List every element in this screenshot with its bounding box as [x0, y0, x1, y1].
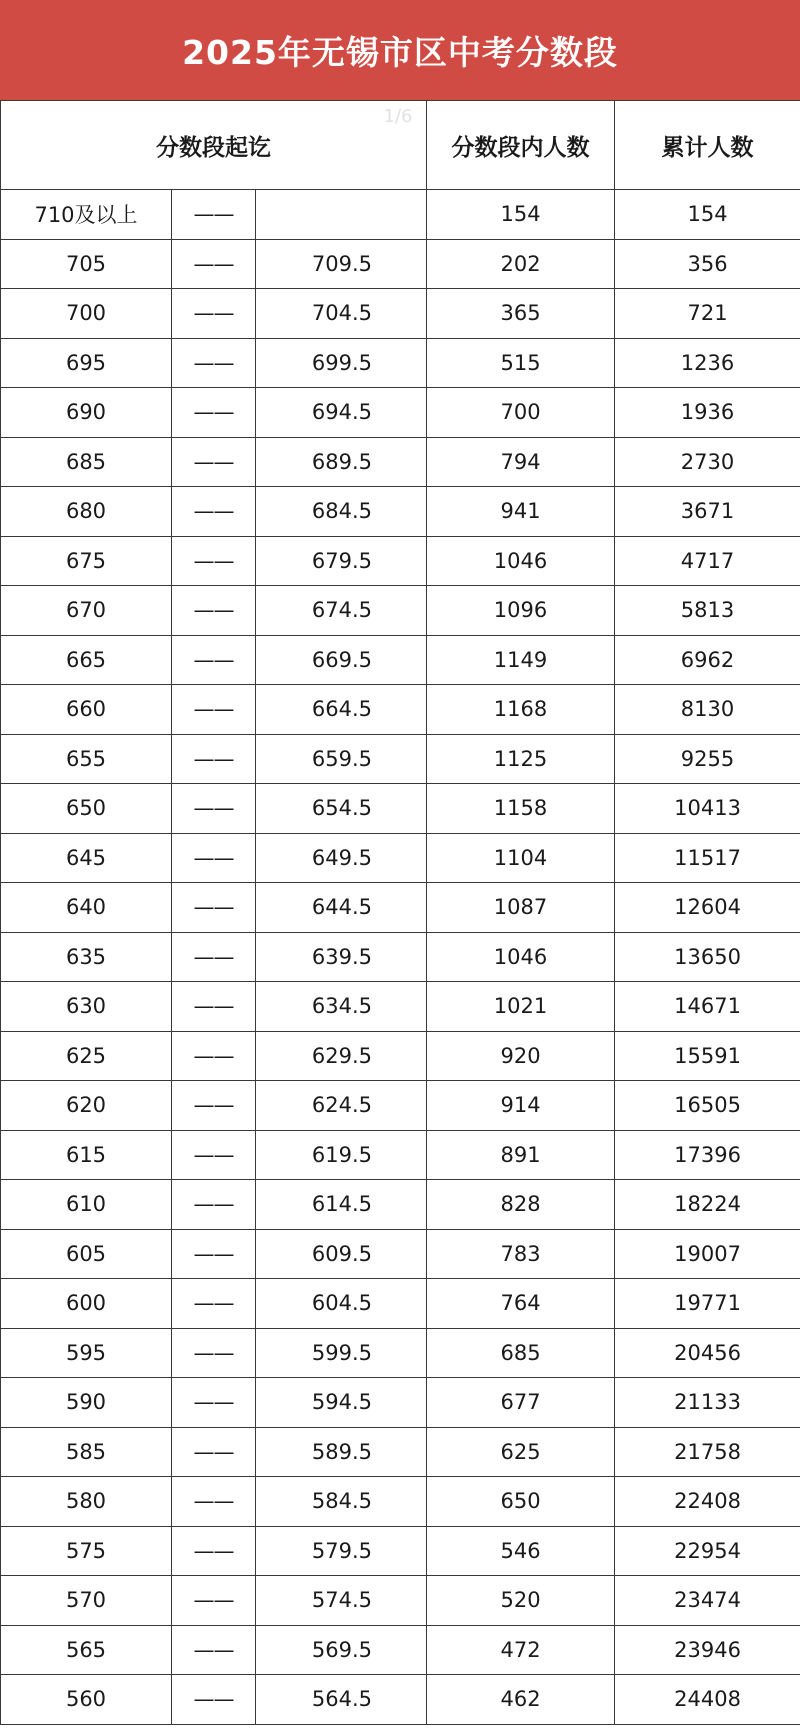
cell-count-in-range: 828: [427, 1180, 615, 1230]
cell-range-separator: ——: [172, 982, 256, 1032]
cell-range-separator: ——: [172, 437, 256, 487]
cell-cumulative: 1936: [615, 388, 800, 438]
cell-cumulative: 21758: [615, 1427, 800, 1477]
cell-range-separator: ——: [172, 1576, 256, 1626]
cell-range-end: 574.5: [256, 1576, 427, 1626]
cell-count-in-range: 1087: [427, 883, 615, 933]
page-title: 2025年无锡市区中考分数段: [182, 32, 618, 72]
cell-count-in-range: 154: [427, 190, 615, 240]
table-row: [1, 1130, 800, 1180]
table-row: [1, 487, 800, 537]
table-row: [1, 289, 800, 339]
cell-range-start: 645: [1, 833, 172, 883]
cell-range-start: 625: [1, 1031, 172, 1081]
cell-cumulative: 15591: [615, 1031, 800, 1081]
cell-count-in-range: 515: [427, 338, 615, 388]
cell-range-separator: ——: [172, 1526, 256, 1576]
table-row: [1, 239, 800, 289]
cell-range-start: 685: [1, 437, 172, 487]
cell-range-separator: ——: [172, 289, 256, 339]
cell-range-start: 560: [1, 1675, 172, 1725]
cell-cumulative: 22408: [615, 1477, 800, 1527]
cell-range-start: 675: [1, 536, 172, 586]
cell-count-in-range: 365: [427, 289, 615, 339]
cell-count-in-range: 914: [427, 1081, 615, 1131]
cell-range-separator: ——: [172, 190, 256, 240]
cell-range-end: 689.5: [256, 437, 427, 487]
cell-count-in-range: 546: [427, 1526, 615, 1576]
table-row: [1, 734, 800, 784]
cell-range-start: 585: [1, 1427, 172, 1477]
cell-range-separator: ——: [172, 1328, 256, 1378]
cell-count-in-range: 1125: [427, 734, 615, 784]
table-row: [1, 388, 800, 438]
cell-range-start: 615: [1, 1130, 172, 1180]
cell-cumulative: 6962: [615, 635, 800, 685]
cell-cumulative: 1236: [615, 338, 800, 388]
cell-range-separator: ——: [172, 1081, 256, 1131]
cell-range-end: [256, 190, 427, 240]
cell-range-end: 634.5: [256, 982, 427, 1032]
cell-count-in-range: 700: [427, 388, 615, 438]
cell-count-in-range: 1158: [427, 784, 615, 834]
table-header-row: [1, 101, 800, 190]
table-row: [1, 1031, 800, 1081]
cell-range-separator: ——: [172, 1180, 256, 1230]
table-row: [1, 982, 800, 1032]
cell-cumulative: 18224: [615, 1180, 800, 1230]
cell-range-end: 709.5: [256, 239, 427, 289]
cell-count-in-range: 941: [427, 487, 615, 537]
table-row: [1, 586, 800, 636]
cell-range-separator: ——: [172, 1229, 256, 1279]
header-count-in-range: 分数段内人数: [427, 101, 615, 190]
cell-range-separator: ——: [172, 1625, 256, 1675]
cell-range-end: 629.5: [256, 1031, 427, 1081]
cell-range-separator: ——: [172, 586, 256, 636]
cell-range-start: 605: [1, 1229, 172, 1279]
cell-cumulative: 4717: [615, 536, 800, 586]
cell-range-start: 665: [1, 635, 172, 685]
table-row: [1, 1279, 800, 1329]
cell-count-in-range: 764: [427, 1279, 615, 1329]
table-row: [1, 1427, 800, 1477]
cell-range-end: 594.5: [256, 1378, 427, 1428]
table-body: [1, 190, 800, 1725]
cell-count-in-range: 625: [427, 1427, 615, 1477]
cell-cumulative: 21133: [615, 1378, 800, 1428]
cell-range-end: 604.5: [256, 1279, 427, 1329]
cell-range-end: 619.5: [256, 1130, 427, 1180]
cell-cumulative: 154: [615, 190, 800, 240]
cell-range-separator: ——: [172, 932, 256, 982]
cell-range-start: 580: [1, 1477, 172, 1527]
table-row: [1, 338, 800, 388]
cell-range-start: 575: [1, 1526, 172, 1576]
table-row: [1, 437, 800, 487]
cell-range-separator: ——: [172, 1130, 256, 1180]
cell-count-in-range: 1046: [427, 536, 615, 586]
cell-count-in-range: 650: [427, 1477, 615, 1527]
cell-cumulative: 23474: [615, 1576, 800, 1626]
title-banner: [0, 0, 800, 100]
cell-cumulative: 12604: [615, 883, 800, 933]
cell-range-end: 639.5: [256, 932, 427, 982]
cell-count-in-range: 1021: [427, 982, 615, 1032]
table-row: [1, 685, 800, 735]
cell-range-end: 674.5: [256, 586, 427, 636]
table-row: [1, 1675, 800, 1725]
cell-range-separator: ——: [172, 784, 256, 834]
cell-range-end: 684.5: [256, 487, 427, 537]
cell-range-start: 570: [1, 1576, 172, 1626]
cell-range-end: 564.5: [256, 1675, 427, 1725]
cell-range-start: 705: [1, 239, 172, 289]
cell-range-start: 595: [1, 1328, 172, 1378]
cell-count-in-range: 202: [427, 239, 615, 289]
cell-range-start: 660: [1, 685, 172, 735]
header-score-range: 分数段起讫: [1, 101, 427, 190]
cell-range-separator: ——: [172, 685, 256, 735]
cell-range-separator: ——: [172, 1427, 256, 1477]
cell-range-separator: ——: [172, 1378, 256, 1428]
cell-range-separator: ——: [172, 536, 256, 586]
cell-range-end: 694.5: [256, 388, 427, 438]
cell-count-in-range: 685: [427, 1328, 615, 1378]
cell-count-in-range: 472: [427, 1625, 615, 1675]
cell-range-separator: ——: [172, 487, 256, 537]
cell-count-in-range: 677: [427, 1378, 615, 1428]
cell-range-start: 650: [1, 784, 172, 834]
cell-range-separator: ——: [172, 239, 256, 289]
cell-count-in-range: 1149: [427, 635, 615, 685]
cell-range-separator: ——: [172, 1279, 256, 1329]
cell-range-separator: ——: [172, 1031, 256, 1081]
cell-cumulative: 22954: [615, 1526, 800, 1576]
cell-range-start: 710及以上: [1, 190, 172, 240]
cell-count-in-range: 794: [427, 437, 615, 487]
cell-range-end: 569.5: [256, 1625, 427, 1675]
cell-count-in-range: 520: [427, 1576, 615, 1626]
table-row: [1, 1081, 800, 1131]
table-row: [1, 833, 800, 883]
cell-count-in-range: 462: [427, 1675, 615, 1725]
cell-range-start: 695: [1, 338, 172, 388]
cell-cumulative: 14671: [615, 982, 800, 1032]
table-row: [1, 1180, 800, 1230]
cell-range-end: 699.5: [256, 338, 427, 388]
cell-range-separator: ——: [172, 338, 256, 388]
cell-count-in-range: 891: [427, 1130, 615, 1180]
cell-range-start: 640: [1, 883, 172, 933]
cell-range-start: 630: [1, 982, 172, 1032]
cell-range-start: 635: [1, 932, 172, 982]
table-row: [1, 1229, 800, 1279]
cell-cumulative: 24408: [615, 1675, 800, 1725]
table-row: [1, 536, 800, 586]
cell-range-start: 565: [1, 1625, 172, 1675]
cell-range-separator: ——: [172, 1675, 256, 1725]
table-row: [1, 1328, 800, 1378]
cell-range-start: 610: [1, 1180, 172, 1230]
table-row: [1, 1625, 800, 1675]
cell-cumulative: 2730: [615, 437, 800, 487]
cell-cumulative: 3671: [615, 487, 800, 537]
cell-range-start: 670: [1, 586, 172, 636]
cell-range-separator: ——: [172, 1477, 256, 1527]
cell-range-end: 649.5: [256, 833, 427, 883]
cell-range-separator: ——: [172, 734, 256, 784]
cell-range-end: 624.5: [256, 1081, 427, 1131]
table-row: [1, 883, 800, 933]
cell-cumulative: 9255: [615, 734, 800, 784]
page-indicator: 1/6: [383, 106, 413, 127]
cell-range-end: 584.5: [256, 1477, 427, 1527]
cell-range-separator: ——: [172, 388, 256, 438]
cell-range-start: 600: [1, 1279, 172, 1329]
cell-range-end: 669.5: [256, 635, 427, 685]
cell-range-separator: ——: [172, 883, 256, 933]
table-row: [1, 190, 800, 240]
cell-cumulative: 13650: [615, 932, 800, 982]
cell-range-start: 680: [1, 487, 172, 537]
cell-range-start: 620: [1, 1081, 172, 1131]
cell-range-end: 704.5: [256, 289, 427, 339]
cell-range-end: 644.5: [256, 883, 427, 933]
cell-range-start: 590: [1, 1378, 172, 1428]
cell-cumulative: 356: [615, 239, 800, 289]
cell-count-in-range: 1046: [427, 932, 615, 982]
cell-count-in-range: 1096: [427, 586, 615, 636]
cell-cumulative: 5813: [615, 586, 800, 636]
table-row: [1, 784, 800, 834]
cell-range-end: 599.5: [256, 1328, 427, 1378]
cell-range-end: 614.5: [256, 1180, 427, 1230]
cell-range-end: 589.5: [256, 1427, 427, 1477]
cell-range-start: 700: [1, 289, 172, 339]
header-cumulative: 累计人数: [615, 101, 800, 190]
cell-range-start: 655: [1, 734, 172, 784]
table-row: [1, 1378, 800, 1428]
table-row: [1, 1477, 800, 1527]
cell-range-end: 659.5: [256, 734, 427, 784]
table-row: [1, 1576, 800, 1626]
cell-range-end: 654.5: [256, 784, 427, 834]
cell-count-in-range: 783: [427, 1229, 615, 1279]
cell-count-in-range: 920: [427, 1031, 615, 1081]
cell-cumulative: 19771: [615, 1279, 800, 1329]
cell-cumulative: 23946: [615, 1625, 800, 1675]
cell-cumulative: 11517: [615, 833, 800, 883]
table-row: [1, 1526, 800, 1576]
table-row: [1, 932, 800, 982]
cell-range-end: 579.5: [256, 1526, 427, 1576]
cell-range-end: 609.5: [256, 1229, 427, 1279]
cell-cumulative: 19007: [615, 1229, 800, 1279]
score-distribution-table: [0, 100, 800, 1725]
table-row: [1, 635, 800, 685]
cell-range-end: 664.5: [256, 685, 427, 735]
cell-cumulative: 10413: [615, 784, 800, 834]
cell-count-in-range: 1104: [427, 833, 615, 883]
cell-range-start: 690: [1, 388, 172, 438]
cell-count-in-range: 1168: [427, 685, 615, 735]
cell-range-separator: ——: [172, 833, 256, 883]
cell-cumulative: 8130: [615, 685, 800, 735]
cell-cumulative: 20456: [615, 1328, 800, 1378]
cell-cumulative: 721: [615, 289, 800, 339]
cell-cumulative: 16505: [615, 1081, 800, 1131]
cell-range-separator: ——: [172, 635, 256, 685]
cell-cumulative: 17396: [615, 1130, 800, 1180]
cell-range-end: 679.5: [256, 536, 427, 586]
